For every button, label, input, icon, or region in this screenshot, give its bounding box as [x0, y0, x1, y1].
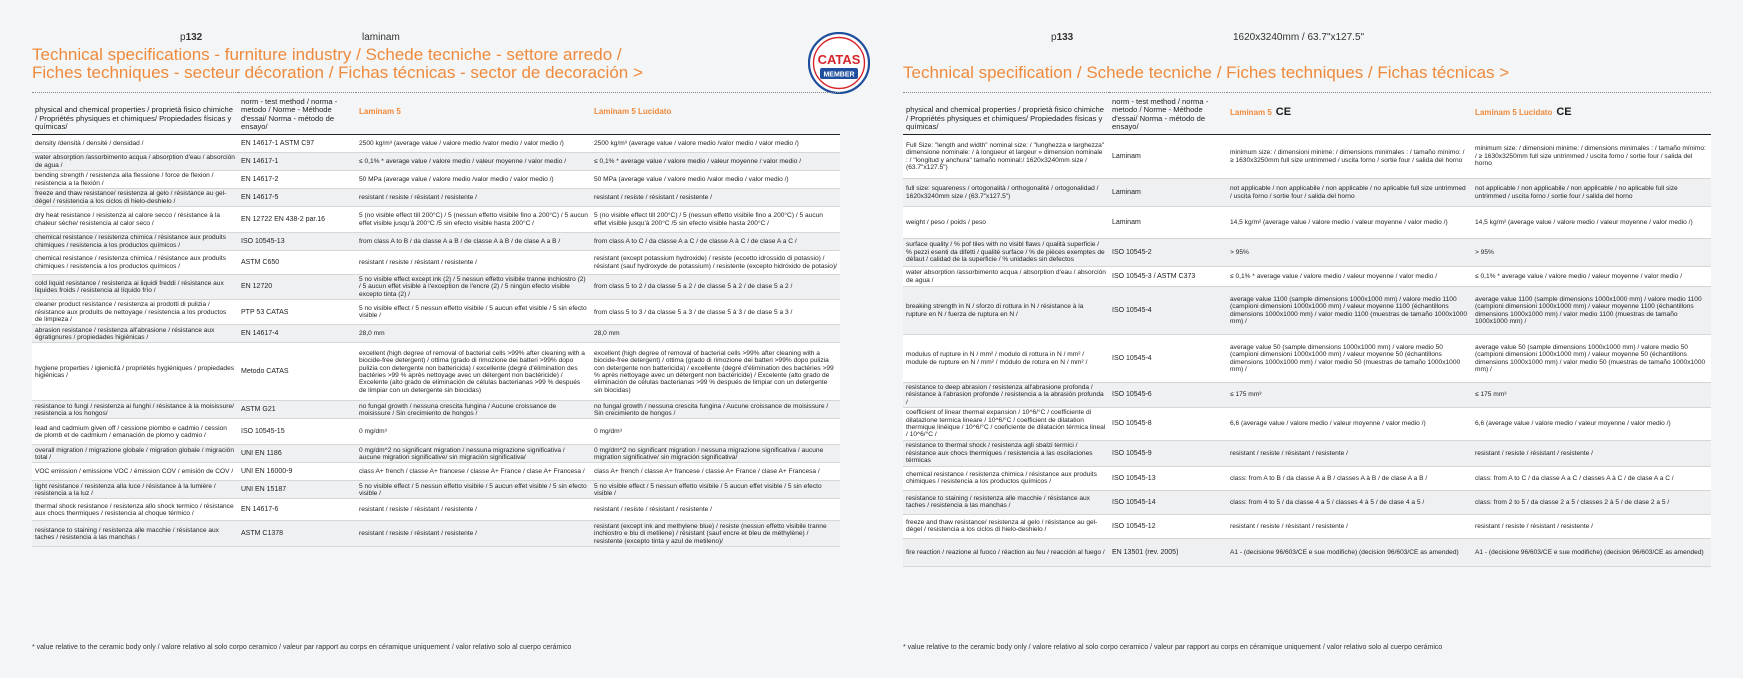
- cell-property: full size: squareness / ortogonalità / orthogonalité / ortogonalidad / 1620x3240mm size / (63.7"x127.5"): [903, 179, 1109, 207]
- cell-property: freeze and thaw resistance/ resistenza al gelo / résistance au gel-dégel / resistencia a los ciclos di hielo-deshielo /: [903, 514, 1109, 538]
- cell-value-product-1: 28,0 mm: [356, 325, 591, 343]
- cell-value-product-2: from class 5 to 3 / da classe 5 a 3 / de classe 5 à 3 / de clase 5 a 3 /: [591, 300, 840, 325]
- cell-value-product-2: 5 (no visible effect till 200°C) / 5 (nessun effetto visibile fino a 200°C) / 5 aucun effet visible jusqu'à 200°C /5 sin efecto visible hasta 200°C /: [591, 207, 840, 233]
- cell-value-product-1: average value 50 (sample dimensions 1000x1000 mm) / valore medio 50 (campioni dimensioni 1000x1000 mm) / valeur moyenne 50 (échantillons dimensions 1000x1000 mm) / valor medio 50 (muestras de tamaño 1000x1000 mm) /: [1227, 335, 1472, 383]
- table-row: [32, 207, 840, 233]
- cell-norm: ISO 10545-14: [1109, 490, 1227, 514]
- column-header-product-2: Laminam 5 Lucidato CE: [1472, 93, 1711, 135]
- spec-table-body: [32, 135, 840, 547]
- spec-table-body: [903, 135, 1711, 567]
- cell-property: cleaner product resistance / resistenza ai prodotti di pulizia / résistance aux produits de nettoyage / resistencia a los productos de limpieza /: [32, 300, 238, 325]
- badge-subtext: MEMBER: [823, 71, 855, 79]
- table-header-row: [903, 93, 1711, 135]
- table-row: [32, 445, 840, 463]
- cell-norm: ISO 10545-6: [1109, 383, 1227, 408]
- footnote: * value relative to the ceramic body only / valore relativo al solo corpo ceramico / valeur par rapport au corps en céramique uniquement / valor relativo solo al cuerpo cerámico: [32, 644, 572, 651]
- column-header-norm: norm - test method / norma - metodo / Norme - Méthode d'essai/ Norma - método de ensayo/: [1109, 93, 1227, 135]
- cell-value-product-2: resistant (except ink and methylene blue) / resiste (nessun effetto visibile tranne inchiostro e blu di metilene) / résistant (sauf encre et bleu de méthylène) / resistente (excepto tinta y azul de metileno)/: [591, 521, 840, 547]
- cell-value-product-2: excellent (high degree of removal of bacterial cells >99% after cleaning with a biocide-free detergent) / ottima (grado di rimozione dei batteri >99% dopo pulizia con detergente non battericida) / excellente (degré d'élimination des bactéries >99 % après nettoyage avec un détergent non bactéricide) / Excelente (alto grado de eliminación de células bacterianas >99 % después de limpiar con un detergente sin biocidas): [591, 343, 840, 401]
- cell-property: VOC emission / emissione VOC / émission COV / emisión de COV /: [32, 463, 238, 481]
- cell-property: bending strength / resistenza alla flessione / force de flexion / resistencia a la flexión /: [32, 171, 238, 189]
- cell-value-product-2: 2500 kg/m³ (average value / valore medio /valor medio / valor medio /): [591, 135, 840, 153]
- cell-norm: EN 12720: [238, 275, 356, 300]
- cell-norm: ISO 10545-12: [1109, 514, 1227, 538]
- table-header-row: [32, 93, 840, 135]
- cell-value-product-1: 5 (no visible effect till 200°C) / 5 (nessun effetto visibile fino a 200°C) / 5 aucun effet visible jusqu'à 200°C /5 sin efecto visible hasta 200°C /: [356, 207, 591, 233]
- cell-norm: ISO 10545-3 / ASTM C373: [1109, 267, 1227, 287]
- cell-value-product-1: 0 mg/dm³: [356, 419, 591, 445]
- badge-text: CATAS: [817, 52, 861, 67]
- table-row: [32, 135, 840, 153]
- table-row: [32, 233, 840, 251]
- cell-value-product-1: class A+ french / classe A+ francese / classe A+ France / clase A+ Francesa /: [356, 463, 591, 481]
- cell-norm: ISO 10545-15: [238, 419, 356, 445]
- cell-value-product-2: resistant / resiste / résistant / resistente /: [1472, 514, 1711, 538]
- table-row: [32, 419, 840, 445]
- table-row: [903, 440, 1711, 466]
- cell-norm: ASTM G21: [238, 401, 356, 419]
- cell-property: resistance to staining / resistenza alle macchie / résistance aux taches / resistencia a las manchas /: [903, 490, 1109, 514]
- cell-value-product-1: average value 1100 (sample dimensions 1000x1000 mm) / valore medio 1100 (campioni dimensioni 1000x1000 mm) / valeur moyenne 1100 (échantillons dimensions 1000x1000 mm) / valor medio 1100 (muestras de tamaño 1000x1000 mm) /: [1227, 287, 1472, 335]
- cell-value-product-2: 50 MPa (average value / valore medio /valor medio / valor medio /): [591, 171, 840, 189]
- cell-value-product-2: no fungal growth / nessuna crescita fungina / Aucune croissance de moisissure / Sin crecimiento de hongos /: [591, 401, 840, 419]
- cell-norm: Metodo CATAS: [238, 343, 356, 401]
- cell-property: dry heat resistance / resistenza al calore secco / résistance à la chaleur sèche/ resistencia al calor seco /: [32, 207, 238, 233]
- column-header-norm: norm - test method / norma - metodo / Norme - Méthode d'essai/ Norma - método de ensayo/: [238, 93, 356, 135]
- cell-property: coefficient of linear thermal expansion / 10^6/°C / coefficiente di dilatazione termica lineare / 10^6/°C / coefficient de dilatation thermique linéique / 10^6/°C / coeficiente de dilatación térmica lineal / 10^6/°C /: [903, 408, 1109, 441]
- cell-value-product-1: from class A to B / da classe A a B / de classe A à B / de clase A a B /: [356, 233, 591, 251]
- cell-norm: PTP 53 CATAS: [238, 300, 356, 325]
- cell-norm: EN 14617-2: [238, 171, 356, 189]
- table-row: [32, 521, 840, 547]
- cell-value-product-1: class: from A to B / da classe A a B / classes A à B / de clase A a B /: [1227, 466, 1472, 490]
- table-row: [903, 514, 1711, 538]
- cell-norm: UNI EN 16000-9: [238, 463, 356, 481]
- cell-value-product-2: 0 mg/dm³: [591, 419, 840, 445]
- cell-property: Full Size: "length and width" nominal size: / "lunghezza e larghezza" dimensione nominale: / à longueur et largeur » dimension nominale : / "longitud y anchura" tamaño nominal:/ 1620x3240mm size / (63.7"x127.5"): [903, 135, 1109, 179]
- table-row: [32, 343, 840, 401]
- footnote: * value relative to the ceramic body only / valore relativo al solo corpo ceramico / valeur par rapport au corps en céramique uniquement / valor relativo solo al cuerpo cerámico: [903, 644, 1443, 651]
- cell-property: chemical resistance / resistenza chimica / résistance aux produits chimiques / resistencia a los productos químicos /: [903, 466, 1109, 490]
- cell-value-product-2: class A+ french / classe A+ francese / classe A+ France / clase A+ Francesa /: [591, 463, 840, 481]
- cell-value-product-2: ≤ 0,1% * average value / valore medio / valeur moyenne / valor medio /: [591, 153, 840, 171]
- cell-property: cold liquid resistance / resistenza ai liquidi freddi / résistance aux liquides froids / resistencia al líquido frío /: [32, 275, 238, 300]
- page-heading-line-1: Technical specifications - furniture industry / Schede tecniche - settore arredo /: [32, 45, 622, 64]
- cell-property: light resistance / resistenza alla luce / résistance à la lumière / resistencia a la luz /: [32, 481, 238, 499]
- page-number: p133: [1051, 32, 1074, 43]
- cell-property: thermal shock resistance / resistenza allo shock termico / résistance aux chocs thermiques / resistencia al choque térmico /: [32, 499, 238, 521]
- cell-value-product-2: 6,6 (average value / valore medio / valeur moyenne / valor medio /): [1472, 408, 1711, 441]
- cell-norm: EN 14617-5: [238, 189, 356, 207]
- cell-norm: EN 14617-1: [238, 153, 356, 171]
- table-row: [903, 335, 1711, 383]
- cell-norm: ISO 10545-4: [1109, 287, 1227, 335]
- cell-value-product-2: 28,0 mm: [591, 325, 840, 343]
- table-row: [903, 135, 1711, 179]
- cell-value-product-2: minimum size: / dimensioni minime: / dimensions minimales : / tamaño mínimo: / ≥ 1630x3250mm full size untrimmed / uscita forno / sortie four / salida del horno: [1472, 135, 1711, 179]
- cell-norm: EN 14617-1 ASTM C97: [238, 135, 356, 153]
- cell-norm: ISO 10545-8: [1109, 408, 1227, 441]
- column-header-product-1: Laminam 5 CE: [1227, 93, 1472, 135]
- cell-value-product-1: resistant / resiste / résistant / resistente /: [1227, 514, 1472, 538]
- cell-property: resistance to deep abrasion / resistenza all'abrasione profonda / résistance à l'abrasion profonde / resistencia a la abrasión profunda /: [903, 383, 1109, 408]
- cell-property: resistance to thermal shock / resistenza agli sbalzi termici / résistance aux chocs thermiques / resistencia a las oscilaciones térmicas: [903, 440, 1109, 466]
- cell-value-product-1: 6,6 (average value / valore medio / valeur moyenne / valor medio /): [1227, 408, 1472, 441]
- spec-table-left: [32, 92, 840, 547]
- table-row: [903, 408, 1711, 441]
- column-header-property: physical and chemical properties / proprietà fisico chimiche / Propriétés physiques et chimiques/ Propiedades físicas y químicas/: [32, 93, 238, 135]
- table-row: [903, 179, 1711, 207]
- brand-name: laminam: [362, 32, 400, 43]
- cell-value-product-1: resistant / resiste / résistant / resistente /: [356, 251, 591, 275]
- cell-value-product-2: average value 1100 (sample dimensions 1000x1000 mm) / valore medio 1100 (campioni dimensioni 1000x1000 mm) / valeur moyenne 1100 (échantillons dimensions 1000x1000 mm) / valor medio 1100 (muestras de tamaño 1000x1000 mm) /: [1472, 287, 1711, 335]
- cell-value-product-1: no fungal growth / nessuna crescita fungina / Aucune croissance de moisissure / Sin crecimiento de hongos /: [356, 401, 591, 419]
- cell-value-product-1: excellent (high degree of removal of bacterial cells >99% after cleaning with a biocide-free detergent) / ottima (grado di rimozione dei batteri >99% dopo pulizia con detergente non battericida) / excellente (degré d'élimination des bactéries >99 % après nettoyage avec un détergent non bactéricide) / Excelente (alto grado de eliminación de células bacterianas >99 % después de limpiar con un detergente sin biocidas): [356, 343, 591, 401]
- cell-property: hygiene properties / igienicità / propriétés hygiéniques / propiedades higiénicas /: [32, 343, 238, 401]
- cell-property: weight / peso / poids / peso: [903, 207, 1109, 239]
- page-number: p132: [180, 32, 203, 43]
- cell-value-product-2: ≤ 0,1% * average value / valore medio / valeur moyenne / valor medio /: [1472, 267, 1711, 287]
- table-row: [32, 171, 840, 189]
- cell-norm: ISO 10545-13: [1109, 466, 1227, 490]
- cell-norm: EN 12722 EN 438-2 par.16: [238, 207, 356, 233]
- column-header-property: physical and chemical properties / proprietà fisico chimiche / Propriétés physiques et chimiques/ Propiedades físicas y químicas/: [903, 93, 1109, 135]
- cell-value-product-2: from class 5 to 2 / da classe 5 a 2 / de classe 5 à 2 / de clase 5 a 2 /: [591, 275, 840, 300]
- cell-property: freeze and thaw resistance/ resistenza al gelo / résistance au gel-dégel / resistencia a los ciclos di hielo-deshielo /: [32, 189, 238, 207]
- table-row: [903, 538, 1711, 566]
- table-row: [32, 463, 840, 481]
- cell-value-product-1: 50 MPa (average value / valore medio /valor medio / valor medio /): [356, 171, 591, 189]
- cell-norm: UNI EN 1186: [238, 445, 356, 463]
- table-row: [32, 325, 840, 343]
- cell-value-product-2: resistant (except potassium hydroxide) / resiste (eccetto idrossido di potassio) / résistant (sauf hydroxyde de potassium) / resistente (excepto hidróxido de potasio)/: [591, 251, 840, 275]
- cell-value-product-2: class: from 2 to 5 / da classe 2 a 5 / classes 2 à 5 / de clase 2 a 5 /: [1472, 490, 1711, 514]
- cell-value-product-2: A1 - (decisione 96/603/CE e sue modifiche) (decision 96/603/CE as amended): [1472, 538, 1711, 566]
- cell-property: resistance to fungi / resistenza ai funghi / résistance à la moisissure/ resistencia a los hongos/: [32, 401, 238, 419]
- cell-norm: ISO 10545-4: [1109, 335, 1227, 383]
- cell-value-product-1: 0 mg/dm^2 no significant migration / nessuna migrazione significativa / aucune migration significative/ sin migración significativa/: [356, 445, 591, 463]
- table-row: [32, 300, 840, 325]
- cell-norm: EN 14617-4: [238, 325, 356, 343]
- table-row: [903, 267, 1711, 287]
- right-page: [903, 0, 1711, 678]
- left-page: [32, 0, 861, 678]
- cell-value-product-1: 5 no visible effect / 5 nessun effetto visibile / 5 aucun effet visible / 5 sin efecto visible /: [356, 481, 591, 499]
- cell-property: chemical resistance / resistenza chimica / résistance aux produits chimiques / resistencia a los productos químicos /: [32, 251, 238, 275]
- cell-property: lead and cadmium given off / cessione piombo e cadmio / cession de plomb et de cadmium / emanación de plomo y cadmio /: [32, 419, 238, 445]
- table-row: [32, 401, 840, 419]
- cell-value-product-1: 14,5 kg/m² (average value / valore medio / valeur moyenne / valor medio /): [1227, 207, 1472, 239]
- cell-property: chemical resistance / resistenza chimica / résistance aux produits chimiques / resistencia a los productos químicos /: [32, 233, 238, 251]
- table-row: [903, 207, 1711, 239]
- cell-property: abrasion resistance / resistenza all'abrasione / résistance aux égratignures / propiedades higiénicas /: [32, 325, 238, 343]
- table-row: [32, 153, 840, 171]
- cell-value-product-1: class: from 4 to 5 / da classe 4 a 5 / classes 4 à 5 / de clase 4 a 5 /: [1227, 490, 1472, 514]
- cell-value-product-1: 2500 kg/m³ (average value / valore medio /valor medio / valor medio /): [356, 135, 591, 153]
- cell-value-product-2: 5 no visible effect / 5 nessun effetto visibile / 5 aucun effet visible / 5 sin efecto visible /: [591, 481, 840, 499]
- cell-property: surface quality / % pof tiles with no visibl flaws / qualità superficie / % pezzi esenti da difetti / qualité surface / % de pièces exemptes de défaut / calidad de la superficie / % unidades sin defectos: [903, 239, 1109, 267]
- cell-norm: ISO 10545-13: [238, 233, 356, 251]
- cell-value-product-2: resistant / resiste / résistant / resistente /: [1472, 440, 1711, 466]
- cell-property: fire reaction / reazione al fuoco / réaction au feu / reacción al fuego /: [903, 538, 1109, 566]
- ce-mark-icon: CE: [1556, 105, 1572, 118]
- cell-norm: UNI EN 15187: [238, 481, 356, 499]
- cell-value-product-2: resistant / resiste / résistant / resistente /: [591, 189, 840, 207]
- table-row: [903, 383, 1711, 408]
- cell-value-product-2: 14,5 kg/m² (average value / valore medio / valeur moyenne / valor medio /): [1472, 207, 1711, 239]
- cell-property: modulus of rupture in N / mm² / modulo di rottura in N / mm² / module de rupture en N / mm² / módulo de rotura en N / mm² /: [903, 335, 1109, 383]
- table-row: [32, 481, 840, 499]
- cell-value-product-1: A1 - (decisione 96/603/CE e sue modifiche) (decision 96/603/CE as amended): [1227, 538, 1472, 566]
- table-row: [903, 287, 1711, 335]
- cell-value-product-1: 5 no visible effect / 5 nessun effetto visibile / 5 aucun effet visible / 5 sin efecto visible /: [356, 300, 591, 325]
- cell-value-product-2: not applicable / non applicabile / non applicable / no aplicable full size untrimmed / uscita forno / sortie four / salida del horno: [1472, 179, 1711, 207]
- cell-property: water absorption /assorbimento acqua / absorption d'eau / absorción de agua /: [903, 267, 1109, 287]
- cell-norm: ISO 10545-2: [1109, 239, 1227, 267]
- cell-norm: ISO 10545-9: [1109, 440, 1227, 466]
- cell-property: water absorption /assorbimento acqua / absorption d'eau / absorción de agua /: [32, 153, 238, 171]
- cell-norm: Laminam: [1109, 179, 1227, 207]
- cell-value-product-1: resistant / resiste / résistant / resistente /: [356, 521, 591, 547]
- table-row: [32, 189, 840, 207]
- table-row: [32, 251, 840, 275]
- cell-value-product-1: resistant / resiste / résistant / resistente /: [1227, 440, 1472, 466]
- cell-property: density /densità / densité / densidad /: [32, 135, 238, 153]
- cell-value-product-1: ≤ 0,1% * average value / valore medio / valeur moyenne / valor medio /: [356, 153, 591, 171]
- cell-norm: Laminam: [1109, 135, 1227, 179]
- table-row: [32, 499, 840, 521]
- cell-value-product-2: ≤ 175 mm³: [1472, 383, 1711, 408]
- column-header-product-2: Laminam 5 Lucidato: [591, 93, 840, 135]
- cell-value-product-1: > 95%: [1227, 239, 1472, 267]
- cell-value-product-2: from class A to C / da classe A a C / de classe A à C / de clase A a C /: [591, 233, 840, 251]
- catas-member-badge-icon: [808, 32, 870, 94]
- cell-value-product-1: resistant / resiste / résistant / resistente /: [356, 499, 591, 521]
- column-header-product-1: Laminam 5: [356, 93, 591, 135]
- cell-norm: EN 14617-6: [238, 499, 356, 521]
- cell-value-product-1: ≤ 0,1% * average value / valore medio / valeur moyenne / valor medio /: [1227, 267, 1472, 287]
- cell-property: overall migration / migrazione globale / migration globale / migración total /: [32, 445, 238, 463]
- table-row: [903, 466, 1711, 490]
- cell-property: breaking strength in N / sforzo di rottura in N / résistance à la rupture en N / fuerza de ruptura en N /: [903, 287, 1109, 335]
- cell-value-product-1: 5 no visible effect except ink (2) / 5 nessun effetto visibile tranne inchiostro (2) / 5 aucun effet visible à l'exception de l'encre (2) / 5 ningún efecto visible excepto tinta (2) /: [356, 275, 591, 300]
- cell-value-product-1: resistant / resiste / résistant / resistente /: [356, 189, 591, 207]
- cell-norm: Laminam: [1109, 207, 1227, 239]
- cell-norm: ASTM C650: [238, 251, 356, 275]
- cell-value-product-1: minimum size: / dimensioni minime: / dimensions minimales : / tamaño mínimo: / ≥ 1630x3250mm full size untrimmed / uscita forno / sortie four / salida del horno: [1227, 135, 1472, 179]
- size-info: 1620x3240mm / 63.7"x127.5": [1233, 32, 1365, 43]
- spec-table-right: [903, 92, 1711, 567]
- table-row: [903, 239, 1711, 267]
- ce-mark-icon: CE: [1275, 105, 1292, 118]
- table-row: [903, 490, 1711, 514]
- cell-value-product-1: not applicable / non applicabile / non applicable / no aplicable full size untrimmed / uscita forno / sortie four / salida del horno: [1227, 179, 1472, 207]
- cell-property: resistance to staining / resistenza alle macchie / résistance aux taches / resistencia a las manchas /: [32, 521, 238, 547]
- cell-value-product-1: ≤ 175 mm³: [1227, 383, 1472, 408]
- table-row: [32, 275, 840, 300]
- cell-value-product-2: class: from A to C / da classe A a C / classes A à C / de clase A a C /: [1472, 466, 1711, 490]
- cell-value-product-2: average value 50 (sample dimensions 1000x1000 mm) / valore medio 50 (campioni dimensioni 1000x1000 mm) / valeur moyenne 50 (échantillons dimensions 1000x1000 mm) / valor medio 50 (muestras de tamaño 1000x1000 mm) /: [1472, 335, 1711, 383]
- page-heading-line-2: Fiches techniques - secteur décoration / Fichas técnicas - sector de decoración >: [32, 63, 643, 82]
- cell-value-product-2: 0 mg/dm^2 no significant migration / nessuna migrazione significativa / aucune migration significative/ sin migración significativa/: [591, 445, 840, 463]
- cell-norm: ASTM C1378: [238, 521, 356, 547]
- cell-norm: EN 13501 (rev. 2005): [1109, 538, 1227, 566]
- cell-value-product-2: > 95%: [1472, 239, 1711, 267]
- cell-value-product-2: resistant / resiste / résistant / resistente /: [591, 499, 840, 521]
- page-heading: Technical specification / Schede tecniche / Fiches techniques / Fichas técnicas >: [903, 63, 1510, 82]
